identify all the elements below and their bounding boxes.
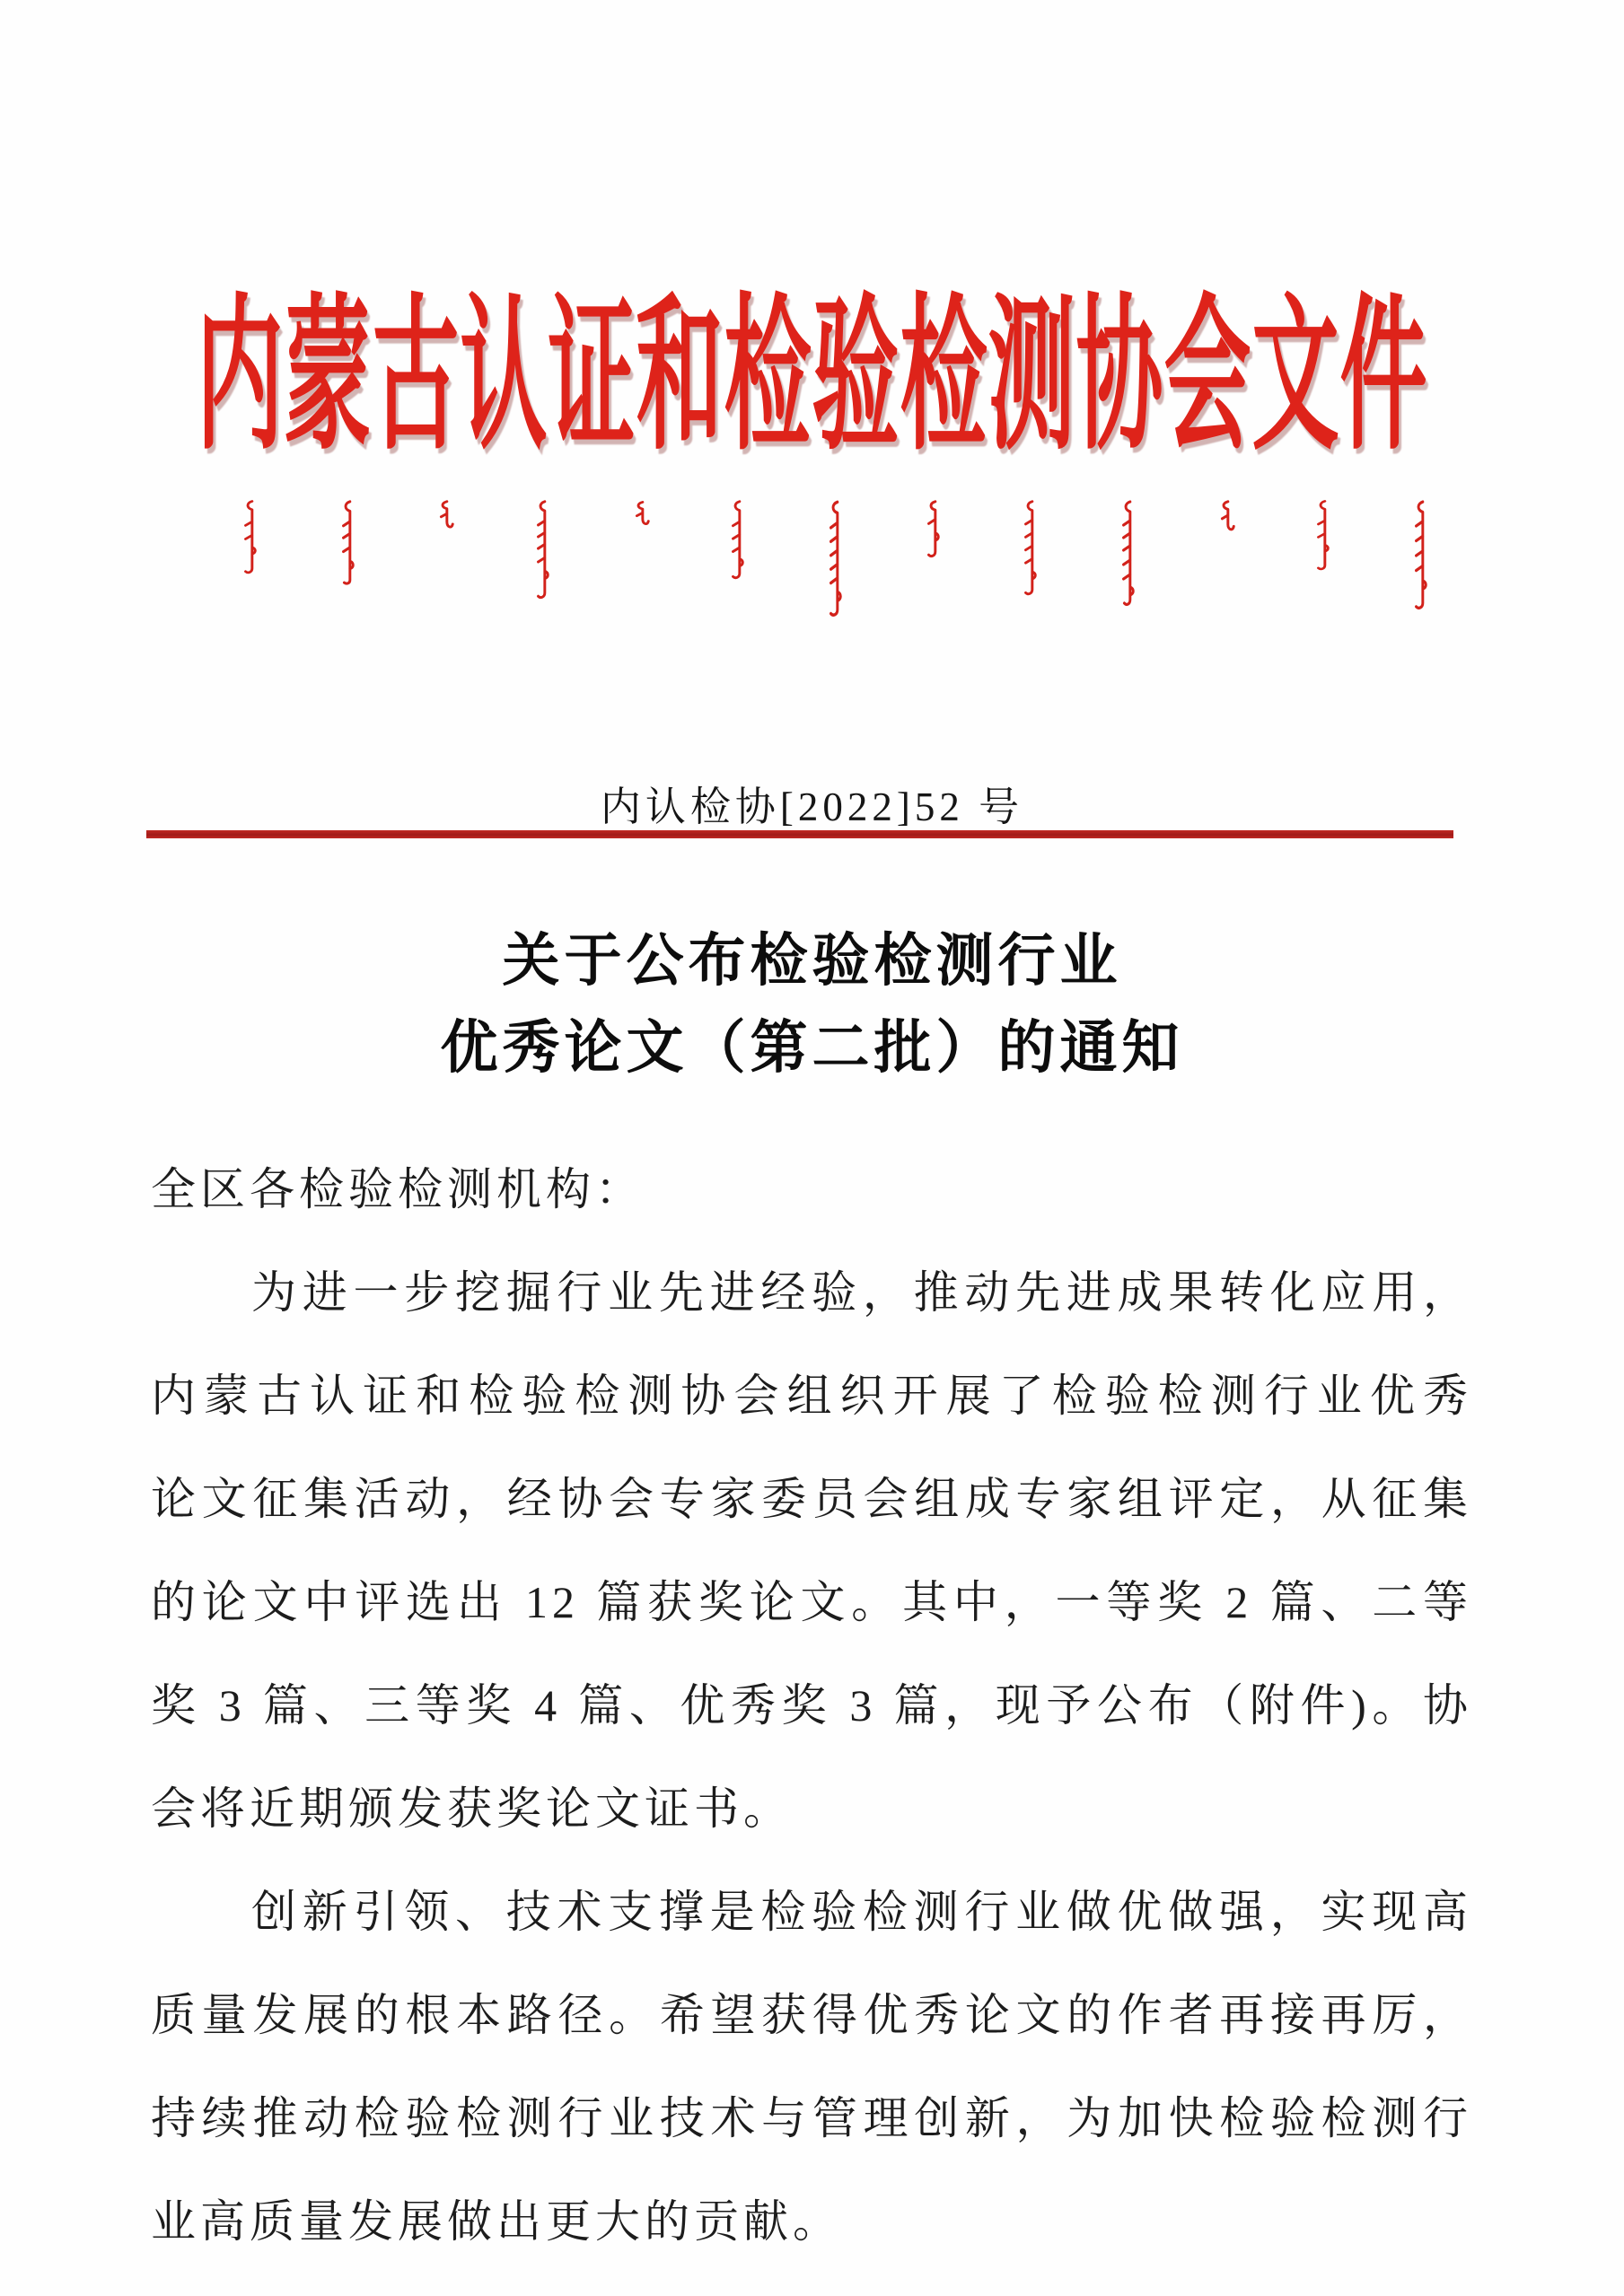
mongolian-word-icon	[1119, 499, 1138, 607]
body-line: 业高质量发展做出更大的贡献。	[151, 2196, 842, 2247]
body-line: 的论文中评选出 12 篇获奖论文。其中，一等奖 2 篇、二等	[151, 1577, 1472, 1627]
body-line: 内蒙古认证和检验检测协会组织开展了检验检测行业优秀	[151, 1371, 1472, 1421]
mongolian-word-icon	[1021, 499, 1040, 596]
document-number: 内认检协[2022]52 号	[600, 784, 1024, 829]
mongolian-word-icon	[1411, 499, 1431, 610]
body-line: 创新引领、技术支撑是检验检测行业做优做强，实现高	[251, 1887, 1472, 1937]
body-line: 论文征集活动，经协会专家委员会组成专家组评定，从征集	[151, 1474, 1472, 1524]
mongolian-word-icon	[826, 499, 846, 618]
body-line: 奖 3 篇、三等奖 4 篇、优秀奖 3 篇，现予公布（附件)。协	[151, 1680, 1472, 1731]
mongolian-word-icon	[728, 499, 748, 580]
mongolian-word-icon	[1313, 499, 1333, 571]
mongolian-script-band	[241, 499, 1431, 643]
body-line: 为进一步挖掘行业先进经验，推动先进成果转化应用，	[251, 1267, 1472, 1318]
notice-title	[0, 917, 1624, 1091]
mongolian-word-icon	[533, 499, 553, 600]
mongolian-word-icon	[1216, 499, 1236, 533]
notice-title-line2: 优秀论文（第二批）的通知	[440, 1016, 1184, 1080]
body-line: 会将近期颁发获奖论文证书。	[151, 1783, 793, 1834]
mongolian-word-icon	[241, 499, 260, 574]
body-line: 质量发展的根本路径。希望获得优秀论文的作者再接再厉，	[151, 1990, 1472, 2040]
mongolian-word-icon	[338, 499, 358, 585]
mongolian-word-icon	[631, 499, 651, 530]
salutation-line: 全区各检验检测机构：	[151, 1164, 645, 1214]
mongolian-word-icon	[435, 499, 455, 531]
banner-title: 内蒙古认证和检验检测协会文件	[196, 285, 1428, 469]
document-body	[151, 1138, 1472, 2274]
notice-title-line1: 关于公布检验检测行业	[502, 929, 1122, 993]
red-separator-rule	[146, 830, 1453, 838]
mongolian-word-icon	[924, 499, 944, 558]
body-line: 持续推动检验检测行业技术与管理创新，为加快检验检测行	[151, 2093, 1472, 2143]
